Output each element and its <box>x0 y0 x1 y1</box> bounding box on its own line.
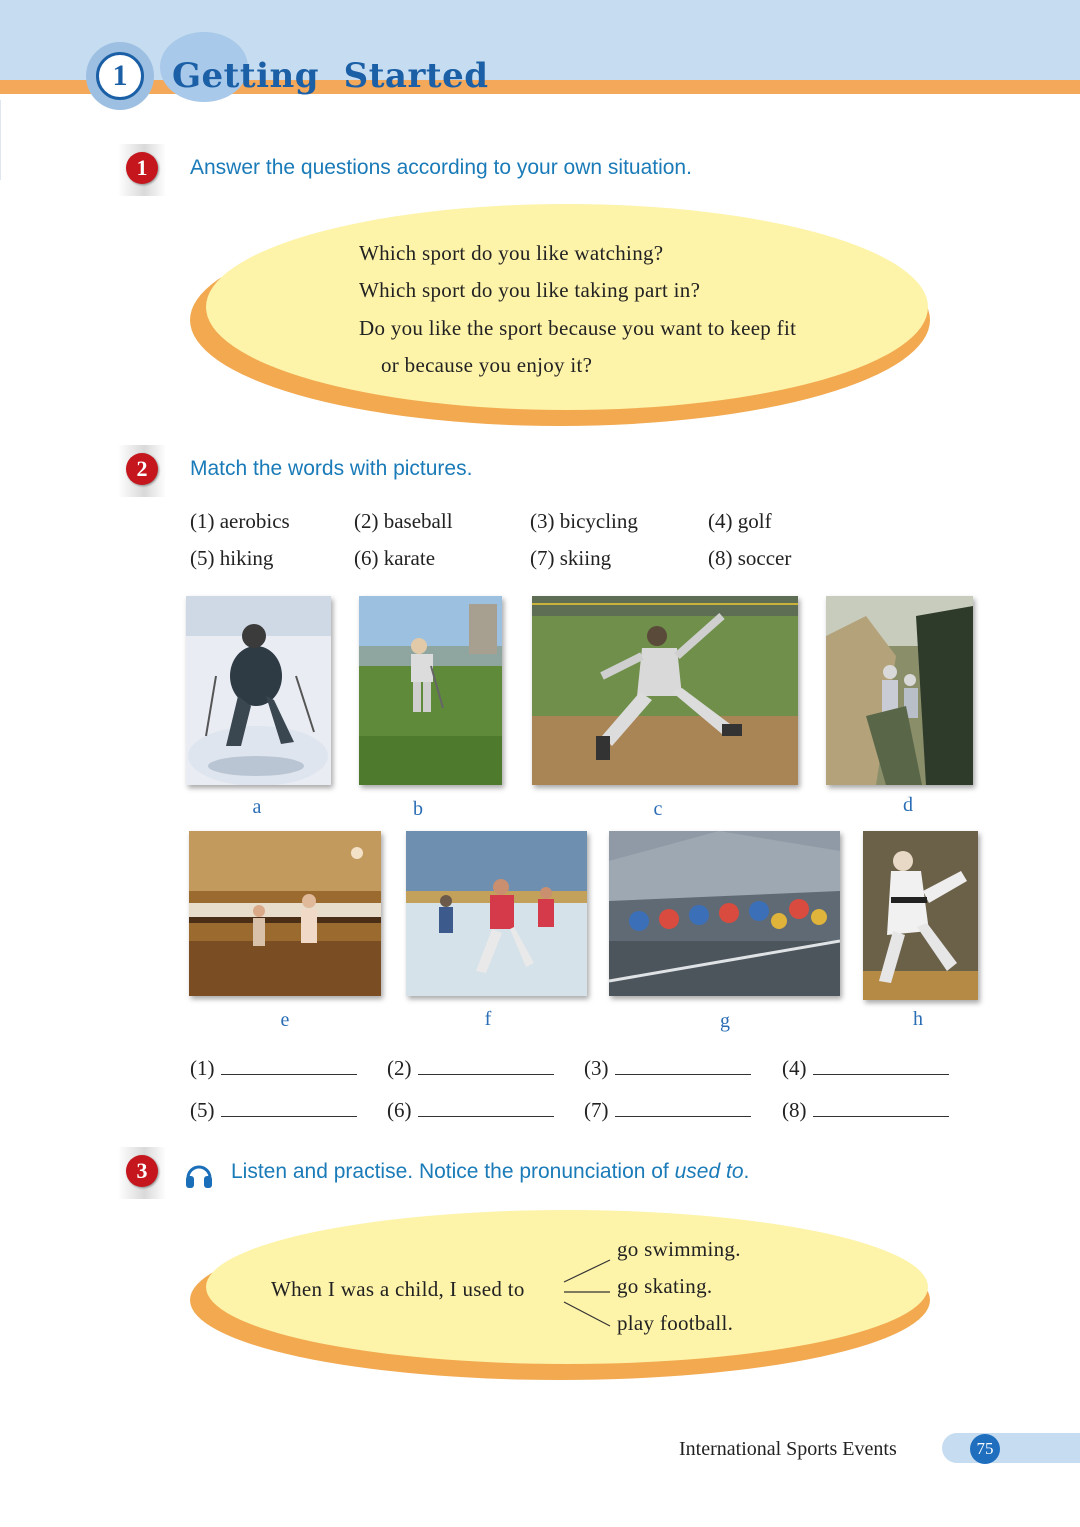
answer-blank-2[interactable] <box>387 1056 554 1081</box>
answer-blank-label: (2) <box>387 1056 412 1080</box>
picture-label-b: b <box>413 798 423 820</box>
answer-line[interactable] <box>813 1098 949 1117</box>
picture-label-a: a <box>252 796 262 818</box>
answer-blank-label: (4) <box>782 1056 807 1080</box>
question-line-3: Do you like the sport because you want to keep fit <box>359 316 797 340</box>
margin-rule <box>0 100 1 180</box>
soccer-photo <box>406 831 587 996</box>
word-karate: (6) karate <box>354 546 436 570</box>
question-bubble <box>206 204 928 410</box>
answer-blank-4[interactable] <box>782 1056 949 1081</box>
answer-blank-label: (8) <box>782 1098 807 1122</box>
picture-label-d: d <box>903 794 913 816</box>
picture-label-e: e <box>280 1009 290 1031</box>
question-line-1: Which sport do you like watching? <box>359 241 664 265</box>
exercise-2-instruction: Match the words with pictures. <box>190 457 473 480</box>
branch-lines <box>560 1252 616 1336</box>
answer-blank-8[interactable] <box>782 1098 949 1123</box>
footer-band <box>942 1433 1080 1463</box>
answer-line[interactable] <box>615 1098 751 1117</box>
word-baseball: (2) baseball <box>354 509 453 533</box>
answer-blank-label: (6) <box>387 1098 412 1122</box>
ending-go-swimming: go swimming. <box>617 1237 741 1261</box>
aerobics-photo <box>189 831 381 996</box>
exercise-3-number: 3 <box>126 1155 158 1187</box>
picture-label-g: g <box>720 1010 730 1032</box>
answer-line[interactable] <box>813 1056 949 1075</box>
ending-go-skating: go skating. <box>617 1274 713 1298</box>
karate-photo <box>863 831 978 1000</box>
answer-blank-6[interactable] <box>387 1098 554 1123</box>
baseball-photo <box>532 596 798 785</box>
headphones-icon[interactable] <box>184 1158 214 1190</box>
picture-label-c: c <box>653 798 663 820</box>
answer-blank-1[interactable] <box>190 1056 357 1081</box>
question-line-2: Which sport do you like taking part in? <box>359 278 701 302</box>
ending-play-football: play football. <box>617 1311 734 1335</box>
exercise-2-badge <box>118 445 168 497</box>
golf-photo <box>359 596 502 785</box>
word-hiking: (5) hiking <box>190 546 274 570</box>
answer-blank-3[interactable] <box>584 1056 751 1081</box>
answer-blank-5[interactable] <box>190 1098 357 1123</box>
section-title: Getting Started <box>172 56 489 96</box>
picture-label-f: f <box>484 1008 492 1030</box>
hiking-photo <box>826 596 973 785</box>
instruction-text: Listen and practise. Notice the pronunciation of <box>231 1160 675 1183</box>
page-number: 75 <box>970 1434 1000 1464</box>
exercise-1-instruction: Answer the questions according to your own situation. <box>190 156 692 179</box>
sentence-stem: When I was a child, I used to <box>271 1277 525 1301</box>
answer-blank-label: (5) <box>190 1098 215 1122</box>
instruction-italic: used to <box>674 1160 744 1183</box>
word-golf: (4) golf <box>708 509 772 533</box>
answer-line[interactable] <box>615 1056 751 1075</box>
picture-label-h: h <box>913 1008 923 1030</box>
answer-line[interactable] <box>221 1098 357 1117</box>
exercise-3-badge <box>118 1147 168 1199</box>
answer-line[interactable] <box>221 1056 357 1075</box>
answer-blank-label: (1) <box>190 1056 215 1080</box>
section-number: 1 <box>96 52 144 100</box>
answer-blank-label: (3) <box>584 1056 609 1080</box>
question-line-4: or because you enjoy it? <box>381 353 593 377</box>
book-title: International Sports Events <box>679 1438 897 1460</box>
skiing-photo <box>186 596 331 785</box>
answer-line[interactable] <box>418 1098 554 1117</box>
exercise-2-number: 2 <box>126 453 158 485</box>
bicycling-photo <box>609 831 840 996</box>
header-stripe <box>0 80 1080 94</box>
word-bicycling: (3) bicycling <box>530 509 638 533</box>
exercise-1-number: 1 <box>126 152 158 184</box>
exercise-3-instruction <box>231 1160 749 1184</box>
word-aerobics: (1) aerobics <box>190 509 290 533</box>
word-soccer: (8) soccer <box>708 546 792 570</box>
word-skiing: (7) skiing <box>530 546 612 570</box>
exercise-1-badge <box>118 144 168 196</box>
instruction-end: . <box>743 1160 750 1183</box>
answer-blank-7[interactable] <box>584 1098 751 1123</box>
answer-line[interactable] <box>418 1056 554 1075</box>
answer-blank-label: (7) <box>584 1098 609 1122</box>
